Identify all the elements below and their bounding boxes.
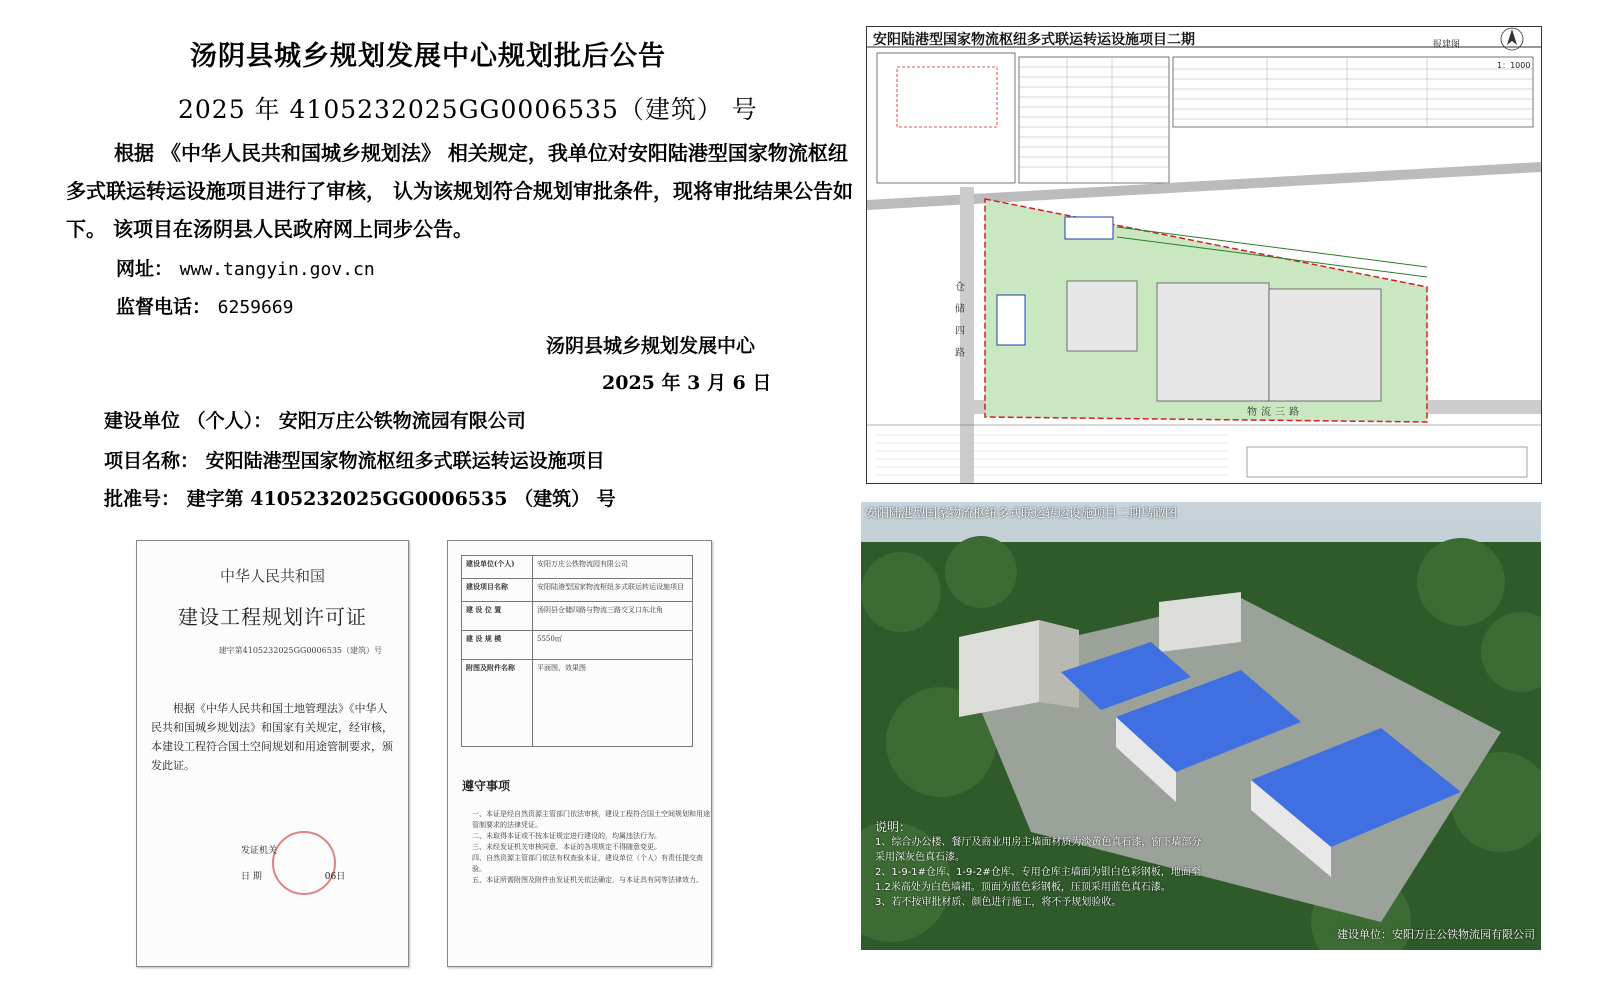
list-item: 四、自然资源主管部门依法有权查验本证，建设单位（个人）有责任提交查验。 <box>472 854 703 873</box>
list-item: 二、未取得本证或不按本证规定进行建设的，均属违法行为。 <box>472 832 661 840</box>
website-link[interactable]: www.tangyin.gov.cn <box>179 259 375 280</box>
cert-body: 根据《中华人民共和国土地管理法》《中华人民共和国城乡规划法》和国家有关规定，经审核，本建设工程符合国土空间规划和用途管制要求，颁发此证。 <box>151 702 393 772</box>
unit-label: 建设单位 （个人）： <box>104 410 273 432</box>
website-line <box>116 254 375 281</box>
cert-date-line <box>241 869 345 882</box>
list-item: 1、综合办公楼、餐厅及商业用房主墙面材质为淡黄色真石漆，窗下墙部分采用深灰色真石漆。 <box>875 837 1202 863</box>
table-row: 建 设 规 模 5550㎡ <box>462 631 693 660</box>
rules-title: 遵守事项 <box>462 779 511 793</box>
approval-label: 批准号： <box>104 488 181 510</box>
rules-list <box>460 809 710 886</box>
notice-number: 2025 年 4105232025GG0006535（建筑） 号 <box>178 95 758 124</box>
project-value: 安阳陆港型国家物流枢纽多式联运转运设施项目 <box>205 450 605 472</box>
cert-country: 中华人民共和国 <box>219 567 325 585</box>
notice-title: 汤阴县城乡规划发展中心规划批后公告 <box>190 41 666 72</box>
cert-number: 建字第4105232025GG0006535（建筑）号 <box>218 646 382 655</box>
road-label-west: 仓储四路 <box>955 282 965 359</box>
phone-value: 6259669 <box>217 297 294 318</box>
list-item: 2、1-9-1#仓库、1-9-2#仓库、专用仓库主墙面为银白色彩钢板，地面至1.2米高处为白色墙裙。顶面为蓝色彩钢板，压顶采用蓝色真石漆。 <box>875 867 1201 893</box>
approval-line <box>104 484 616 511</box>
site-plan-subtitle: 报建图 <box>1433 40 1461 50</box>
cert-detail-table <box>461 555 693 747</box>
aerial-unit: 建设单位：安阳万庄公铁物流园有限公司 <box>1337 928 1535 941</box>
table-row: 建 设 位 置 汤阴县仓储四路与物流三路交叉口东北角 <box>462 602 693 631</box>
table-row: 建设单位(个人) 安阳万庄公铁物流园有限公司 <box>462 556 693 579</box>
aerial-title: 安阳陆港型国家物流枢纽多式联运转运设施项目二期鸟瞰图 <box>865 506 1178 520</box>
website-label: 网址： <box>116 258 174 280</box>
notice-paragraph <box>66 134 866 248</box>
site-plan-graphic <box>867 27 1541 483</box>
official-seal-icon <box>272 831 336 895</box>
notice-date: 2025 年 3 月 6 日 <box>602 372 772 394</box>
aerial-rendering <box>861 502 1541 950</box>
site-plan-drawing <box>866 26 1542 484</box>
permit-certificate-cover <box>136 540 409 967</box>
project-label: 项目名称： <box>104 450 200 472</box>
table-row: 建设项目名称 安阳陆港型国家物流枢纽多式联运转运设施项目 <box>462 579 693 602</box>
unit-line <box>104 406 526 433</box>
table-row: 附图及附件名称 平面图、效果图 <box>462 660 693 747</box>
site-plan-title: 安阳陆港型国家物流枢纽多式联运转运设施项目二期 <box>873 32 1195 48</box>
phone-label: 监督电话： <box>116 296 212 318</box>
list-item: 一、本证是经自然资源主管部门依法审核，建设工程符合国土空间规划和用途管制要求的法律凭证。 <box>472 810 710 829</box>
cert-date-label: 日 期 <box>241 872 262 882</box>
road-label-south: 物流三路 <box>1247 407 1303 418</box>
cert-issuer-label: 发证机关 <box>241 846 278 856</box>
approval-value: 建字第 4105232025GG0006535 （建筑） 号 <box>186 488 616 510</box>
phone-line <box>116 292 294 319</box>
list-item: 五、本证所需附图及附件由发证机关依法确定，与本证具有同等法律效力。 <box>472 876 703 884</box>
notes-title: 说明： <box>875 820 912 834</box>
cert-date-value: 06日 <box>324 872 346 882</box>
site-plan-scale: 1：1000 <box>1497 61 1531 70</box>
unit-value: 安阳万庄公铁物流园有限公司 <box>278 410 526 432</box>
permit-certificate-detail <box>447 540 712 967</box>
issuer-name: 汤阴县城乡规划发展中心 <box>546 335 756 357</box>
notice-paragraph-text: 根据 《中华人民共和国城乡规划法》 相关规定，我单位对安阳陆港型国家物流枢纽多式联运转运设施项目进行了审核， 认为该规划符合规划审批条件，现将审批结果公告如下。 该项目在汤阴县人民政府网上同步公告。 <box>66 141 853 241</box>
project-line <box>104 446 605 473</box>
cert-title: 建设工程规划许可证 <box>178 605 367 629</box>
list-item: 三、未经发证机关审核同意，本证的各项规定不得随意变更。 <box>472 843 661 851</box>
aerial-notes <box>875 820 1205 910</box>
list-item: 3、若不按审批材质、颜色进行施工，将不予规划验收。 <box>875 897 1122 908</box>
